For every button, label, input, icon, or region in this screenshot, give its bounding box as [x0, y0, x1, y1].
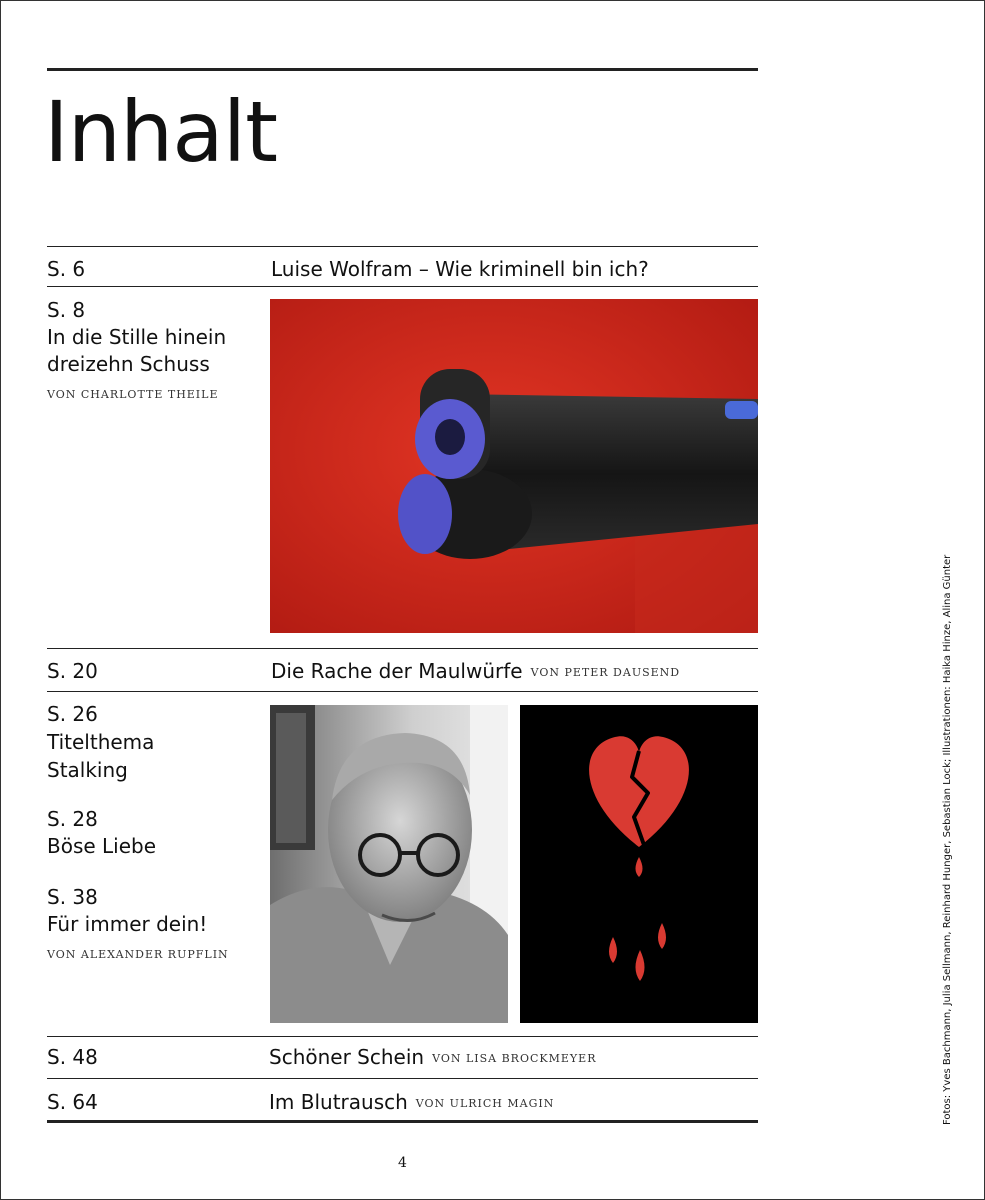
divider: [47, 648, 758, 649]
top-rule: [47, 68, 758, 71]
bottom-rule: [47, 1120, 758, 1123]
entry-title-48[interactable]: Schöner Schein: [269, 1045, 425, 1069]
entry-page-26[interactable]: S. 26: [47, 702, 98, 726]
divider: [47, 1036, 758, 1037]
entry-title-28[interactable]: Böse Liebe: [47, 834, 157, 858]
entry-title-8-line2[interactable]: dreizehn Schuss: [47, 352, 210, 376]
entry-title-6[interactable]: Luise Wolfram – Wie kriminell bin ich?: [271, 257, 649, 281]
divider: [47, 286, 758, 287]
divider: [47, 1078, 758, 1079]
entry-page-64[interactable]: S. 64: [47, 1090, 98, 1114]
entry-page-48[interactable]: S. 48: [47, 1045, 98, 1069]
portrait-photo: [270, 705, 508, 1023]
entry-page-8[interactable]: S. 8: [47, 298, 86, 322]
page-title: Inhalt: [44, 83, 277, 181]
entry-64[interactable]: [269, 1088, 554, 1118]
entry-title-26-line1[interactable]: Titelthema: [47, 730, 155, 754]
entry-page-38[interactable]: S. 38: [47, 885, 98, 909]
entry-author-20: VON PETER DAUSEND: [530, 666, 681, 679]
entry-author-64: VON ULRICH MAGIN: [415, 1097, 555, 1110]
page-number: 4: [398, 1155, 407, 1171]
entry-page-20[interactable]: S. 20: [47, 659, 98, 683]
broken-heart-illustration: [520, 705, 758, 1023]
entry-page-6[interactable]: S. 6: [47, 257, 86, 281]
rifle-photo: [270, 299, 758, 633]
entry-author-48: VON LISA BROCKMEYER: [432, 1052, 597, 1065]
entry-20[interactable]: [271, 657, 680, 687]
photo-credits: Fotos: Yves Bachmann, Julia Sellmann, Reinhard Hunger, Sebastian Lock; Illustrationen: Haika Hinze, Alina Günter: [942, 554, 953, 1125]
entry-page-28[interactable]: S. 28: [47, 807, 98, 831]
entry-title-26-line2[interactable]: Stalking: [47, 758, 128, 782]
entry-author-8: VON CHARLOTTE THEILE: [47, 388, 219, 401]
entry-48[interactable]: [269, 1043, 596, 1073]
entry-title-8-line1[interactable]: In die Stille hinein: [47, 325, 227, 349]
divider: [47, 246, 758, 247]
entry-author-38: VON ALEXANDER RUPFLIN: [47, 948, 229, 961]
entry-title-64[interactable]: Im Blutrausch: [269, 1090, 408, 1114]
divider: [47, 691, 758, 692]
entry-title-20[interactable]: Die Rache der Maulwürfe: [271, 659, 523, 683]
entry-title-38[interactable]: Für immer dein!: [47, 912, 208, 936]
